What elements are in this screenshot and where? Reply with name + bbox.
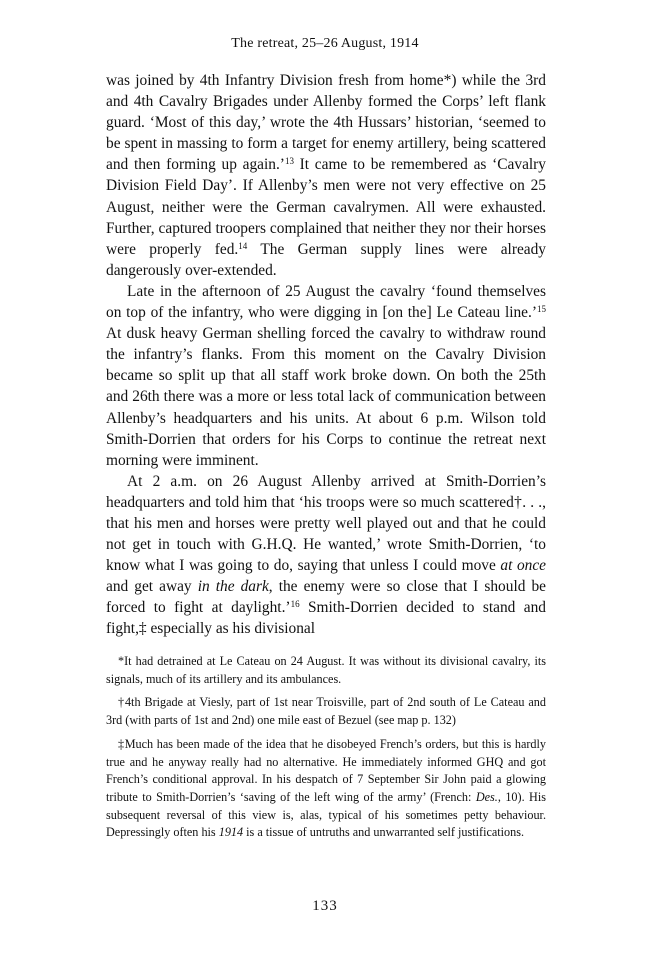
note-reference: 15 — [537, 304, 546, 315]
note-reference: 13 — [284, 156, 294, 167]
italic-text: at once — [500, 557, 547, 575]
body-text — [106, 70, 546, 640]
footnote-dagger: †4th Brigade at Viesly, part of 1st near Troisville, part of 2nd south of Le Cateau and 3rd (with parts of 1st and 2nd) one mile east of Bezuel (see map p. 132) — [106, 695, 546, 728]
paragraph-1: was joined by 4th Infantry Division fresh from home*) while the 3rd and 4th Cavalry Brigades under Allenby formed the Corps’ left flank guard. ‘Most of this day,’ wrote the 4th Hussars’ historian, ‘seemed to be spent in massing to form a target for enemy artillery, being scattered and then forming up again.’$^{13}$ It came to be remembered as ‘Cavalry Division Field Day’. If Allenby’s men were not very effective on 25 August, neither were the German cavalrymen. All were exhausted. Further, captured troopers complained that neither they nor their horses were properly fed.$^{14}$ The German supply lines were already dangerously over-extended. — [106, 72, 547, 279]
running-head: The retreat, 25–26 August, 1914 — [231, 36, 419, 51]
footnotes — [106, 653, 546, 848]
italic-text: 1914 — [218, 825, 244, 840]
paragraph-2: Late in the afternoon of 25 August the cavalry ‘found themselves on top of the infantry, who were digging in [on the] Le Cateau line.’$^{15}$ At dusk heavy German shelling forced the cavalry to withdraw round the infantry’s flanks. From this moment on the Cavalry Division became so split up that all staff work broke down. On both the 25th and 26th there was a more or less total lack of communication between Allenby’s headquarters and his units. At about 6 p.m. Wilson told Smith-Dorrien that orders for his Corps to continue the retreat next morning were imminent. — [106, 282, 546, 469]
footnote-double-dagger: ‡Much has been made of the idea that he disobeyed French’s orders, but this is hardly true and he anyway really had no alternative. He immediately informed GHQ and got French’s conditional approval. In his despatch of 7 September Sir John paid a glowing tribute to Smith-Dorrien’s ‘saving of the left wing of the army’ (French: Des., 10). His subsequent reversal of this view is, alas, typical of his sometimes petty behaviour. Depressingly often his 1914 is a tissue of untruths and unwarranted self justifications. — [106, 736, 546, 840]
italic-text: in the dark — [197, 578, 269, 596]
note-reference: 16 — [290, 599, 300, 610]
italic-text: Des. — [475, 789, 498, 804]
page-number: 133 — [312, 898, 338, 914]
paragraph-3: At 2 a.m. on 26 August Allenby arrived at Smith-Dorrien’s headquarters and told him that ‘his troops were so much scattered†. . ., that his men and horses were pretty well played out and that he could not get in touch with G.H.Q. He wanted,’ wrote Smith-Dorrien, ‘to know what I was going to do, saying that unless I could move at once and get away in the dark, the enemy were so close that I should be forced to fight at daylight.’$^{16}$ Smith-Dorrien decided to stand and fight,‡ especially as his divisional — [106, 472, 547, 638]
footnote-asterisk: *It had detrained at Le Cateau on 24 August. It was without its divisional cavalry, its signals, much of its artillery and its ambulances. — [106, 654, 546, 686]
note-reference: 14 — [238, 240, 248, 251]
